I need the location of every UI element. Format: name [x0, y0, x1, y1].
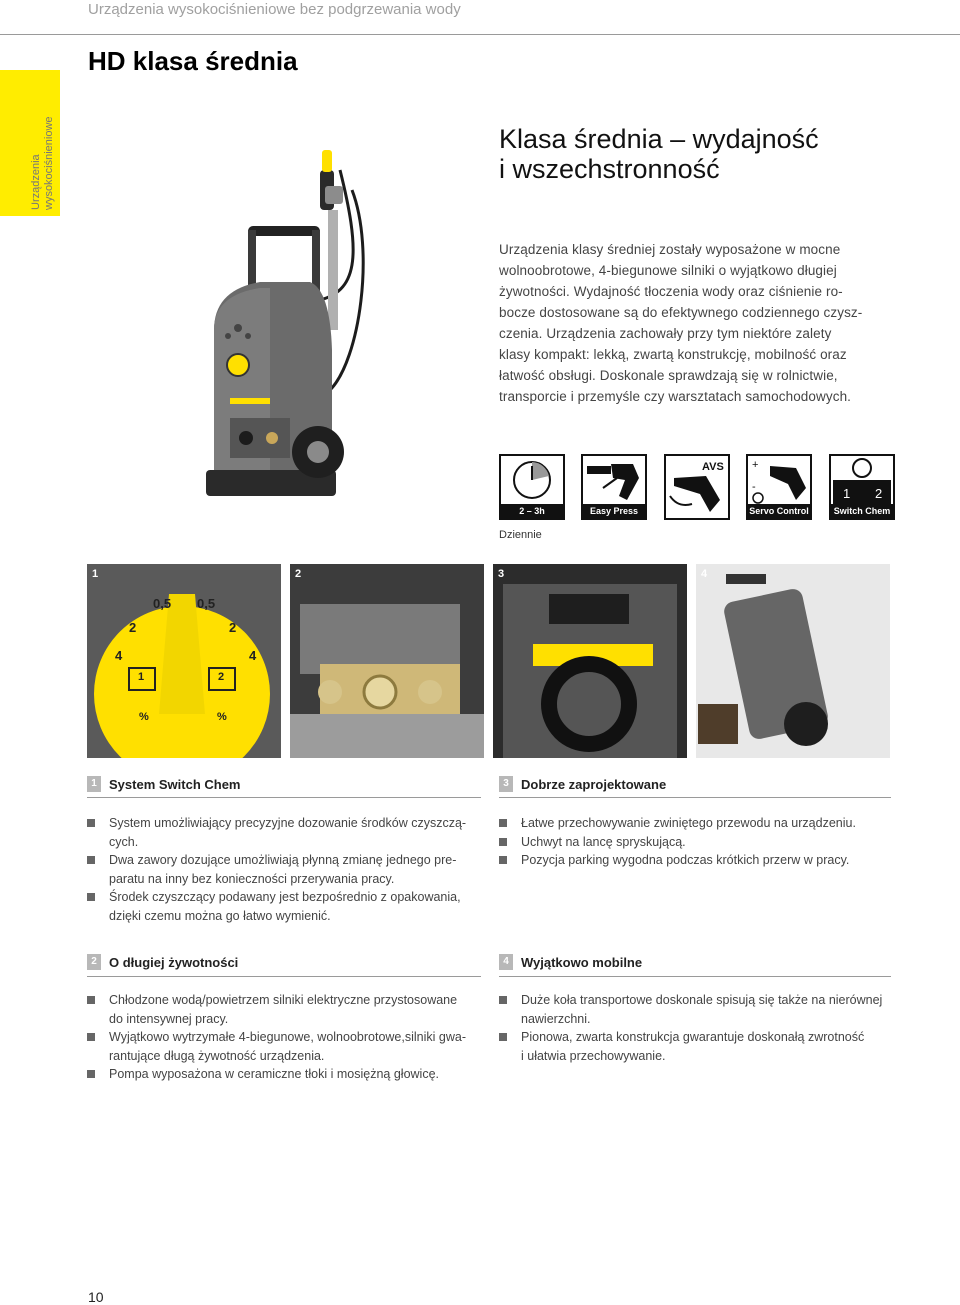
side-tab-line-1: Urządzenia — [30, 154, 42, 210]
switch-chem-dial-icon — [831, 456, 893, 504]
list-item: Pozycja parking wygodna podczas krótkich przerw w pracy. — [499, 851, 899, 870]
section-divider — [499, 797, 891, 798]
pressure-washer-image — [200, 130, 482, 522]
duration-label: 2 – 3h — [501, 504, 563, 518]
servo-control-icon — [746, 454, 812, 520]
photo-switch-chem — [87, 564, 281, 758]
section-bullets — [87, 991, 487, 1084]
list-item: System umożliwiający precyzyjne dozowanie środków czyszczą- cych. — [87, 814, 487, 851]
mobility-image — [696, 564, 890, 758]
section-bullets — [87, 814, 487, 925]
svg-text:2: 2 — [229, 620, 237, 635]
side-tab[interactable] — [0, 70, 60, 216]
intro-line: żywotności. Wydajność tłoczenia wody oraz ciśnienie ro- — [499, 284, 843, 299]
avs-badge: AVS — [702, 461, 724, 473]
avs-icon — [664, 454, 730, 520]
svg-text:4: 4 — [249, 648, 257, 663]
svg-text:+: + — [752, 459, 759, 471]
switch-chem-label: Switch Chem — [831, 504, 893, 518]
duration-caption: Dziennie — [499, 529, 542, 541]
section-divider — [499, 976, 891, 977]
svg-text:2: 2 — [218, 671, 225, 683]
section-divider — [87, 976, 481, 977]
list-item: Pionowa, zwarta konstrukcja gwarantuje doskonałą zwrotność i ułatwia przechowywanie. — [499, 1028, 909, 1065]
page-number: 10 — [88, 1289, 104, 1305]
avs-gun-icon — [666, 456, 728, 518]
category-label: Urządzenia wysokociśnieniowe bez podgrzewania wody — [88, 1, 461, 18]
svg-text:0,5: 0,5 — [197, 596, 216, 611]
list-item: Chłodzone wodą/powietrzem silniki elektryczne przystosowane do intensywnej pracy. — [87, 991, 487, 1028]
section-bullets — [499, 991, 909, 1065]
hose-storage-image — [493, 564, 687, 758]
switch-chem-digit-1: 1 — [843, 486, 851, 501]
section-title: System Switch Chem — [109, 777, 241, 792]
photo-number: 2 — [295, 568, 302, 580]
list-item: Wyjątkowo wytrzymałe 4-biegunowe, wolnoobrotowe,silniki gwa- rantujące długą żywotność urządzenia. — [87, 1028, 487, 1065]
intro-line: czenia. Urządzenia zachowały przy tym niektóre zalety — [499, 326, 832, 341]
section-number-badge: 2 — [87, 954, 101, 970]
photo-number: 1 — [92, 568, 99, 580]
list-item: Uchwyt na lancę spryskującą. — [499, 833, 899, 852]
photo-number: 3 — [498, 568, 505, 580]
section-bullets — [499, 814, 899, 870]
spray-gun-icon — [583, 456, 645, 504]
intro-line: wolnoobrotowe, 4-biegunowe silniki o wyjątkowo długiej — [499, 263, 837, 278]
easy-press-label: Easy Press — [583, 504, 645, 518]
list-item: Pompa wyposażona w ceramiczne tłoki i mosiężną głowicę. — [87, 1065, 487, 1084]
section-title: O długiej żywotności — [109, 955, 239, 970]
svg-text:1: 1 — [138, 671, 145, 683]
list-item: Dwa zawory dozujące umożliwiają płynną zmianę jednego pre- paratu na inny bez konieczności przerywania pracy. — [87, 851, 487, 888]
list-item: Środek czyszczący podawany jest bezpośrednio z opakowania, dzięki czemu można go łatwo wymienić. — [87, 888, 487, 925]
section-heading — [499, 124, 819, 184]
list-item: Łatwe przechowywanie zwiniętego przewodu na urządzeniu. — [499, 814, 899, 833]
heading-line-2: i wszechstronność — [499, 154, 720, 184]
svg-text:-: - — [752, 481, 756, 493]
clock-icon — [501, 456, 563, 504]
section-number-badge: 4 — [499, 954, 513, 970]
section-title: Dobrze zaprojektowane — [521, 777, 667, 792]
intro-line: bocze dostosowane są do efektywnego codziennego czysz- — [499, 305, 863, 320]
photo-mobility — [696, 564, 890, 758]
section-title: Wyjątkowo mobilne — [521, 955, 643, 970]
heading-line-1: Klasa średnia – wydajność — [499, 124, 819, 154]
svg-text:0,5: 0,5 — [153, 596, 172, 611]
intro-line: Urządzenia klasy średniej zostały wyposażone w mocne — [499, 242, 841, 257]
switch-chem-digit-2: 2 — [875, 486, 883, 501]
svg-text:4: 4 — [115, 648, 123, 663]
servo-gun-icon — [748, 456, 810, 504]
photo-number: 4 — [701, 568, 708, 580]
switch-chem-icon — [829, 454, 895, 520]
svg-text:%: % — [217, 711, 227, 723]
intro-line: transporcie i przemyśle czy warsztatach samochodowych. — [499, 389, 852, 404]
page-title: HD klasa średnia — [88, 46, 298, 76]
section-divider — [87, 797, 481, 798]
photo-hose-storage — [493, 564, 687, 758]
svg-text:%: % — [139, 711, 149, 723]
easy-press-icon — [581, 454, 647, 520]
duration-icon — [499, 454, 565, 520]
servo-control-label: Servo Control — [749, 506, 809, 516]
section-number-badge: 1 — [87, 776, 101, 792]
svg-text:2: 2 — [129, 620, 137, 635]
list-item: Duże koła transportowe doskonale spisują się także na nierównej nawierzchni. — [499, 991, 909, 1028]
side-tab-label — [30, 70, 56, 210]
photo-pump — [290, 564, 484, 758]
pump-image — [290, 564, 484, 758]
intro-line: klasy kompakt: lekką, zwartą konstrukcję, mobilność oraz — [499, 347, 847, 362]
dial-image — [87, 564, 281, 758]
side-tab-line-2: wysokociśnieniowe — [43, 116, 55, 210]
intro-paragraph — [499, 239, 895, 407]
intro-line: łatwość obsługi. Doskonale sprawdzają się w rolnictwie, — [499, 368, 838, 383]
section-number-badge: 3 — [499, 776, 513, 792]
